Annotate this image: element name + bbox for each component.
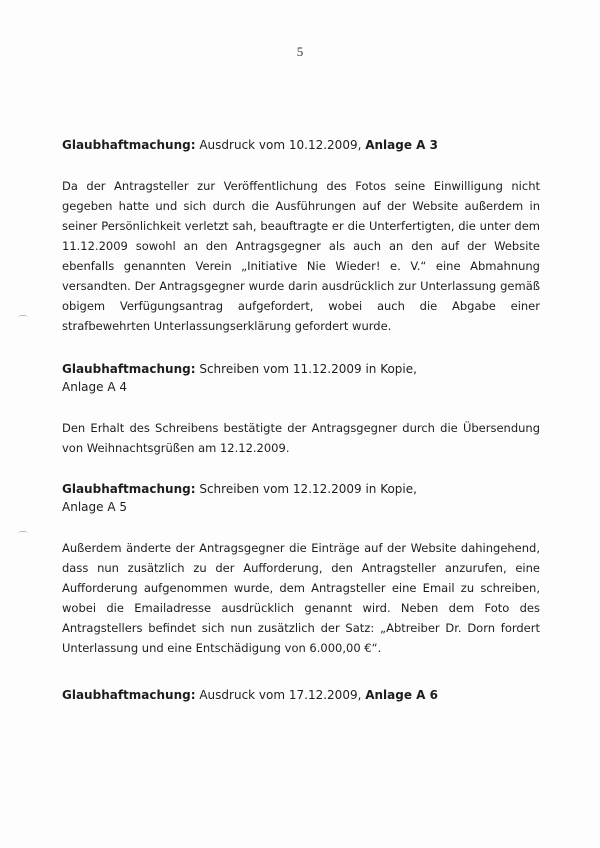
evidence-line-1 [62,136,540,154]
evidence-label: Glaubhaftmachung: [62,138,196,152]
paragraph-3: Außerdem änderte der Antragsgegner die Einträge auf der Website dahingehend, dass nun zusätzlich zu der Aufforderung, den Antragsteller anzurufen, eine Aufforderung aufgenommen wurde, dem Antragsteller eine Email zu schreiben, wobei die Emailadresse ausdrücklich genannt wird. Neben dem Foto des Antragstellers befindet sich nun zusätzlich der Satz: „Abtreiber Dr. Dorn fordert Unterlassung und eine Entschädigung von 6.000,00 €“. [62,541,540,655]
evidence-label: Glaubhaftmachung: [62,482,196,496]
evidence-line-4 [62,686,540,704]
evidence-text: Ausdruck vom 17.12.2009, [195,688,366,702]
exhibit-ref: Anlage A 3 [365,138,438,152]
evidence-text: Ausdruck vom 10.12.2009, [195,138,366,152]
evidence-line-3 [62,480,540,498]
exhibit-ref: Anlage A 5 [62,500,127,514]
evidence-block-3 [62,480,540,516]
evidence-text: Schreiben vom 12.12.2009 in Kopie, [195,482,417,496]
evidence-line-2 [62,360,540,378]
evidence-block-2 [62,360,540,396]
margin-mark: ⌒ [18,532,28,543]
evidence-label: Glaubhaftmachung: [62,362,196,376]
evidence-label: Glaubhaftmachung: [62,688,196,702]
exhibit-ref: Anlage A 6 [365,688,438,702]
exhibit-ref: Anlage A 4 [62,380,127,394]
page-number: 5 [296,44,304,59]
evidence-text: Schreiben vom 11.12.2009 in Kopie, [195,362,417,376]
paragraph-1: Da der Antragsteller zur Veröffentlichung des Fotos seine Einwilligung nicht gegeben hatte und sich durch die Ausführungen auf der Website außerdem in seiner Persönlichkeit verletzt sah, beauftragte er die Unterfertigten, die unter dem 11.12.2009 sowohl an den Antragsgegner als auch an den auf der Website ebenfalls genannten Verein „Initiative Nie Wieder! e. V.“ eine Abmahnung versandten. Der Antragsgegner wurde darin ausdrücklich zur Unterlassung gemäß obigem Verfügungsantrag aufgefordert, wobei auch die Abgabe einer strafbewehrten Unterlassungserklärung gefordert wurde. [62,179,540,333]
paragraph-2: Den Erhalt des Schreibens bestätigte der Antragsgegner durch die Übersendung von Weihnachtsgrüßen am 12.12.2009. [62,421,540,455]
document-body [62,136,540,704]
margin-mark: ⌒ [18,316,28,327]
